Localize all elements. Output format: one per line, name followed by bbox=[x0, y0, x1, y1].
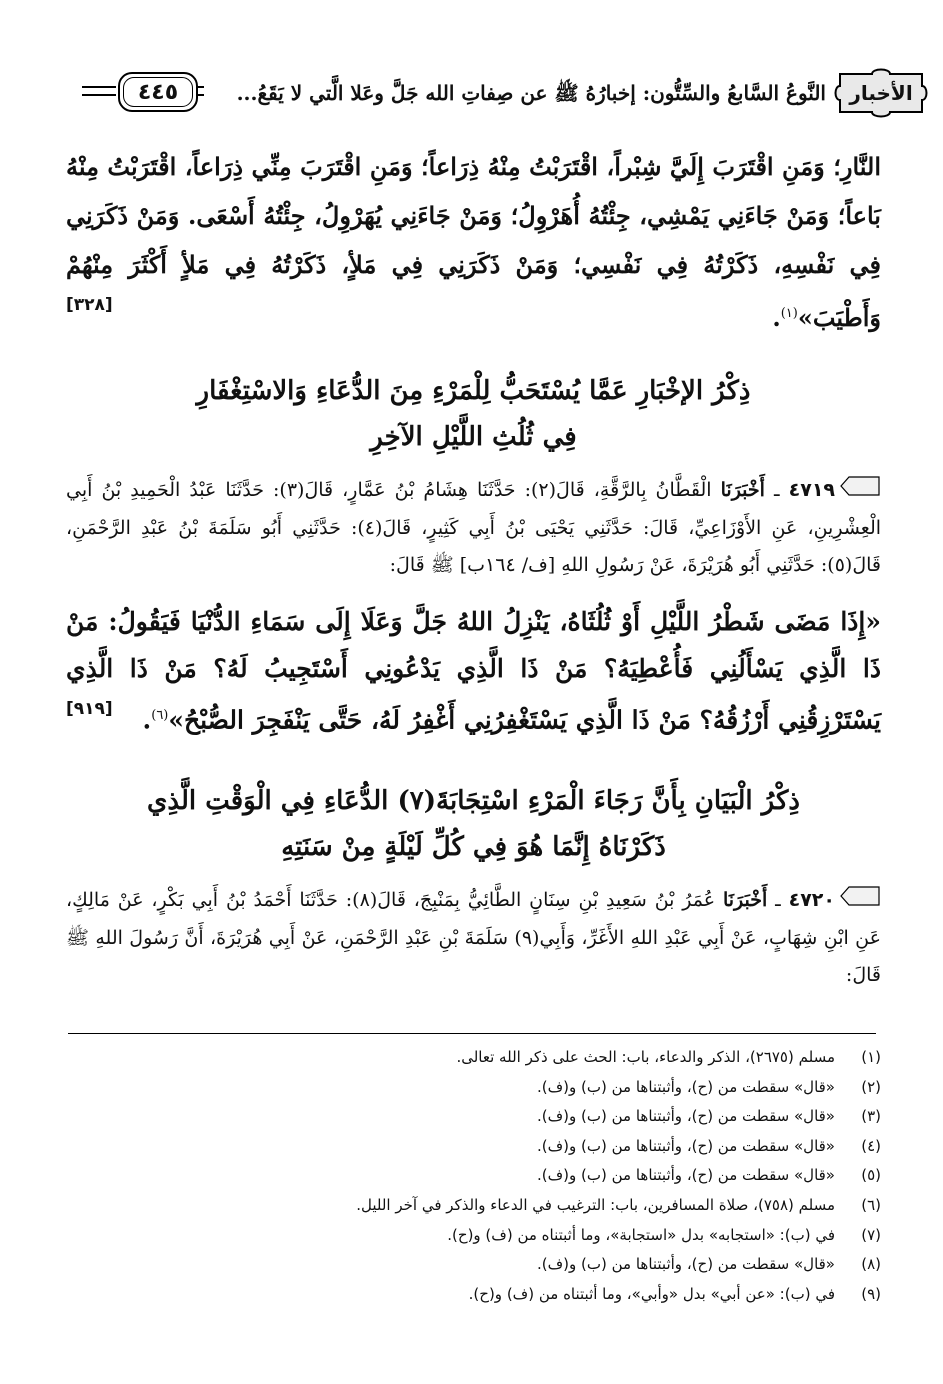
footnote-text: «قال» سقطت من (ح)، وأثبتناها من (ب) و(ف). bbox=[536, 1136, 835, 1155]
footnote-number: (١) bbox=[861, 1048, 881, 1066]
section-heading-2 bbox=[66, 778, 881, 870]
badge-label: الأخبار bbox=[849, 81, 913, 105]
footnote-item bbox=[66, 1102, 881, 1132]
footnote-text: «قال» سقطت من (ح)، وأثبتناها من (ب) و(ف). bbox=[536, 1166, 835, 1185]
footnote-item bbox=[66, 1132, 881, 1162]
footnote-item bbox=[66, 1191, 881, 1221]
footnote-item bbox=[66, 1161, 881, 1191]
footnote-divider bbox=[68, 1033, 876, 1034]
dash: ـ bbox=[764, 479, 789, 501]
isnad-text: الْقَطَّانُ بِالرَّقَّةِ، قَالَ(٢): حَدَّثَنَا هِشَامُ بْنُ عَمَّارٍ، قَالَ(٣): حَدَّثَنَا عَبْدُ الْحَمِيدِ بْنُ أَبِي الْعِشْرِينِ، عَنِ الأَوْزَاعِيِّ، قَالَ: حَدَّثَنِي يَحْيَى بْنُ أَبِي كَثِيرٍ، قَالَ(٤): حَدَّثَنِي أَبُو سَلَمَةَ بْنُ عَبْدِ الرَّحْمَنِ، قَالَ(٥): حَدَّثَنِي أَبُو هُرَيْرَةَ، عَنْ رَسُولِ اللهِ [ف/ ١٦٤ب] ﷺ قَالَ: bbox=[66, 479, 882, 576]
footnote-number: (٤) bbox=[861, 1136, 881, 1155]
footnote-text: «قال» سقطت من (ح)، وأثبتناها من (ب) و(ف). bbox=[536, 1077, 835, 1096]
lead-end: . bbox=[772, 303, 781, 332]
footnote-number: (٦) bbox=[861, 1195, 881, 1214]
footnotes bbox=[66, 1043, 881, 1309]
footnote-text: في (ب): «عن أبي» بدل «وأبي»، وما أثبتناه من (ف) و(ح). bbox=[468, 1284, 835, 1303]
hadith-number: ٤٧١٩ bbox=[788, 479, 836, 501]
heading-1-line-2: فِي ثُلُثِ اللَّيْلِ الآخِرِ bbox=[370, 422, 577, 452]
footnote-marker: (١) bbox=[780, 306, 798, 321]
footnote-number: (٩) bbox=[861, 1284, 881, 1303]
akhbarana: أَخْبَرَنَا bbox=[722, 889, 768, 911]
footnote-item bbox=[66, 1073, 881, 1103]
hadith-number: ٤٧٢٠ bbox=[788, 889, 835, 911]
heading-1-line-1: ذِكْرُ الإخْبَارِ عَمَّا يُسْتَحَبُّ لِلْمَرْءِ مِنَ الدُّعَاءِ وَالاسْتِغْفَارِ bbox=[196, 376, 751, 406]
khabar-icon bbox=[839, 883, 881, 920]
matn-end: . bbox=[142, 705, 152, 735]
footnote-item bbox=[66, 1280, 881, 1310]
footnote-number: (٥) bbox=[861, 1166, 881, 1185]
footnote-number: (٣) bbox=[861, 1107, 881, 1126]
dash: ـ bbox=[767, 889, 789, 911]
reference-number: [٩١٩] bbox=[66, 699, 113, 720]
hadith-4719-matn bbox=[66, 598, 881, 743]
footnote-text: «قال» سقطت من (ح)، وأثبتناها من (ب) و(ف). bbox=[536, 1107, 835, 1126]
hadith-4719-isnad bbox=[66, 472, 881, 584]
hadith-4720-isnad bbox=[66, 882, 881, 994]
matn-text: «إِذَا مَضَى شَطْرُ اللَّيْلِ أَوْ ثُلُثَاهُ، يَنْزِلُ اللهُ جَلَّ وَعَلَا إِلَى سَمَاءِ الدُّنْيَا فَيَقُولُ: مَنْ ذَا الَّذِي يَسْأَلُنِي فَأُعْطِيَهُ؟ مَنْ ذَا الَّذِي يَدْعُونِي أَسْتَجِيبُ لَهُ؟ مَنْ ذَا الَّذِي يَسْتَرْزِقُنِي أَرْزُقُهُ؟ مَنْ ذَا الَّذِي يَسْتَغْفِرُنِي أَغْفِرُ لَهُ، حَتَّى يَنْفَجِرَ الصُّبْحُ» bbox=[66, 607, 881, 735]
footnote-item bbox=[66, 1043, 881, 1073]
heading-2-line-2: ذَكَرْنَاهُ إِنَّمَا هُوَ فِي كُلِّ لَيْلَةٍ مِنْ سَنَتِهِ bbox=[281, 832, 666, 862]
footnote-item bbox=[66, 1250, 881, 1280]
section-heading-1 bbox=[66, 368, 881, 460]
akhbar-badge bbox=[834, 66, 928, 120]
lead-text: النَّارِ؛ وَمَنِ اقْتَرَبَ إِلَيَّ شِبْراً، اقْتَرَبْتُ مِنْهُ ذِرَاعاً؛ وَمَنِ اقْتَرَبَ مِنِّي ذِرَاعاً، اقْتَرَبْتُ مِنْهُ بَاعاً؛ وَمَنْ جَاءَنِي يَمْشِي، جِئْتُهُ أُهَرْوِلُ؛ وَمَنْ جَاءَنِي يُهَرْوِلُ، جِئْتُهُ أَسْعَى. وَمَنْ ذَكَرَنِي فِي نَفْسِهِ، ذَكَرْتُهُ فِي نَفْسِي؛ وَمَنْ ذَكَرَنِي فِي مَلأٍ، ذَكَرْتُهُ فِي مَلأٍ أَكْثَرَ مِنْهُمْ وَأَطْيَبَ» bbox=[66, 152, 881, 332]
reference-number: [٣٢٨] bbox=[66, 295, 113, 315]
header-rule-left bbox=[82, 86, 116, 96]
footnote-number: (٧) bbox=[861, 1225, 881, 1244]
footnote-text: مسلم (٧٥٨)، صلاة المسافرين، باب: الترغيب في الدعاء والذكر في آخر الليل. bbox=[356, 1195, 835, 1214]
footnote-marker: (٦) bbox=[151, 708, 169, 723]
khabar-icon bbox=[839, 473, 881, 510]
page-number: ٤٤٥ bbox=[118, 72, 198, 112]
isnad-text: عُمَرُ بْنُ سَعِيدِ بْنِ سِنَانٍ الطَّائِيُّ بِمَنْبِجَ، قَالَ(٨): حَدَّثَنَا أَحْمَدُ بْنُ أَبِي بَكْرٍ، عَنْ مَالِكٍ، عَنِ ابْنِ شِهَابٍ، عَنْ أَبِي عَبْدِ اللهِ الأَغَرِّ، وَأَبِي(٩) سَلَمَةَ بْنِ عَبْدِ الرَّحْمَنِ، عَنْ أَبِي هُرَيْرَةَ، أَنَّ رَسُولَ اللهِ ﷺ قَالَ: bbox=[66, 889, 881, 986]
footnote-text: مسلم (٢٦٧٥)، الذكر والدعاء، باب: الحث على ذكر الله تعالى. bbox=[456, 1048, 835, 1066]
footnote-text: «قال» سقطت من (ح)، وأثبتناها من (ب) و(ف). bbox=[536, 1255, 835, 1274]
footnote-item bbox=[66, 1221, 881, 1251]
lead-paragraph bbox=[66, 142, 881, 342]
footnote-number: (٢) bbox=[861, 1077, 881, 1096]
footnote-text: في (ب): «استجابه» بدل «استجابة»، وما أثبتناه من (ف) و(ح). bbox=[447, 1225, 835, 1244]
footnote-number: (٨) bbox=[861, 1255, 881, 1274]
page-header bbox=[82, 62, 928, 132]
heading-2-line-1: ذِكْرُ الْبَيَانِ بِأَنَّ رَجَاءَ الْمَرْءِ اسْتِجَابَةَ(٧) الدُّعَاءِ فِي الْوَقْتِ الَّذِي bbox=[147, 786, 800, 816]
chapter-title: النَّوعُ السَّابعُ والسِّتُّون: إخبارُهُ ﷺ عن صِفاتِ الله جَلَّ وعَلا الَّتي لا يَقَعُ... bbox=[236, 81, 826, 105]
akhbarana: أَخْبَرَنَا bbox=[720, 479, 765, 501]
header-rule bbox=[198, 86, 204, 96]
